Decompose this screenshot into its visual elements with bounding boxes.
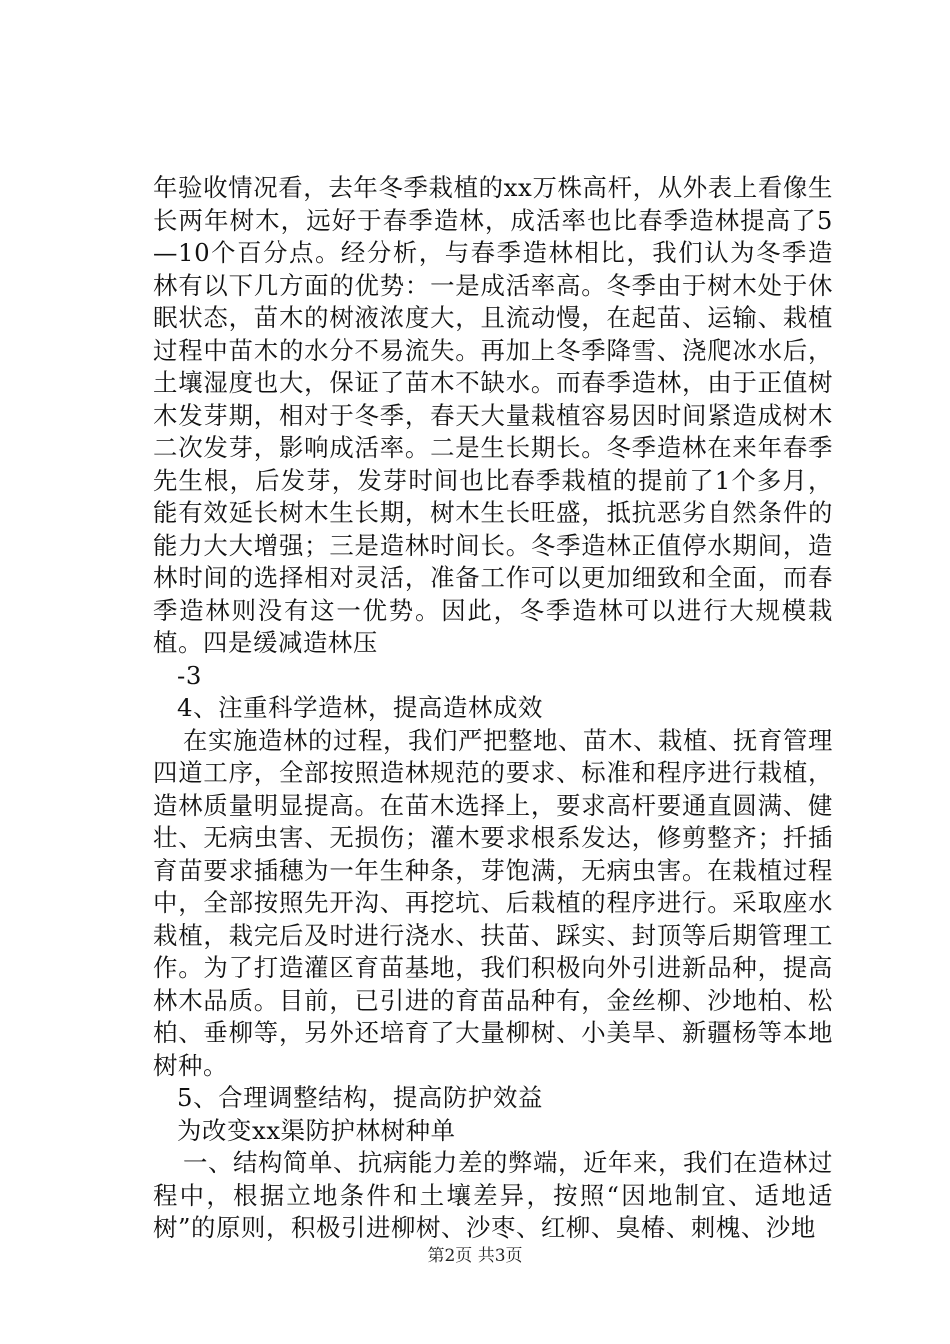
page-marker: -3 bbox=[177, 660, 202, 690]
paragraph-section-5: 一、结构简单、抗病能力差的弊端，近年来，我们在造林过程中，根据立地条件和土壤差异，按照“因地制宜、适地适树”的原则，积极引进柳树、沙枣、红柳、臭椿、刺槐、沙地 bbox=[153, 1148, 833, 1242]
paragraph-section-4: 在实施造林的过程，我们严把整地、苗木、栽植、抚育管理四道工序，全部按照造林规范的要求、标准和程序进行栽植，造林质量明显提高。在苗木选择上，要求高杆要通直圆满、健壮、无病虫害、无损伤；灌木要求根系发达，修剪整齐；扦插育苗要求插穗为一年生种条，芽饱满，无病虫害。在栽植过程中，全部按照先开沟、再挖坑、后栽植的程序进行。采取座水栽植，栽完后及时进行浇水、扶苗、踩实、封顶等后期管理工作。为了打造灌区育苗基地，我们积极向外引进新品种，提高林木品质。目前，已引进的育苗品种有，金丝柳、沙地柏、松柏、垂柳等，另外还培育了大量柳树、小美旱、新疆杨等本地树种。 bbox=[153, 725, 833, 1080]
paragraph-continuation: 年验收情况看，去年冬季栽植的xx万株高杆，从外表上看像生长两年树木，远好于春季造林，成活率也比春季造林提高了5—10个百分点。经分析，与春季造林相比，我们认为冬季造林有以下几方面的优势：一是成活率高。冬季由于树木处于休眠状态，苗木的树液浓度大，且流动慢，在起苗、运输、栽植过程中苗木的水分不易流失。再加上冬季降雪、浇爬冰水后，土壤湿度也大，保证了苗木不缺水。而春季造林，由于正值树木发芽期，相对于冬季，春天大量栽植容易因时间紧造成树木二次发芽，影响成活率。二是生长期长。冬季造林在来年春季先生根，后发芽，发芽时间也比春季栽植的提前了1个多月，能有效延长树木生长期，树木生长旺盛，抵抗恶劣自然条件的能力大大增强；三是造林时间长。冬季造林正值停水期间，造林时间的选择相对灵活，准备工作可以更加细致和全面，而春季造林则没有这一优势。因此，冬季造林可以进行大规模栽植。四是缓减造林压 bbox=[153, 173, 833, 657]
document-body bbox=[153, 172, 833, 1245]
page-footer: 第2页 共3页 bbox=[427, 1246, 523, 1266]
section-heading-5: 5、合理调整结构，提高防护效益 bbox=[177, 1083, 543, 1112]
paragraph-section-5-intro: 为改变xx渠防护林树种单 bbox=[177, 1115, 456, 1145]
section-heading-4: 4、注重科学造林，提高造林成效 bbox=[177, 693, 543, 722]
